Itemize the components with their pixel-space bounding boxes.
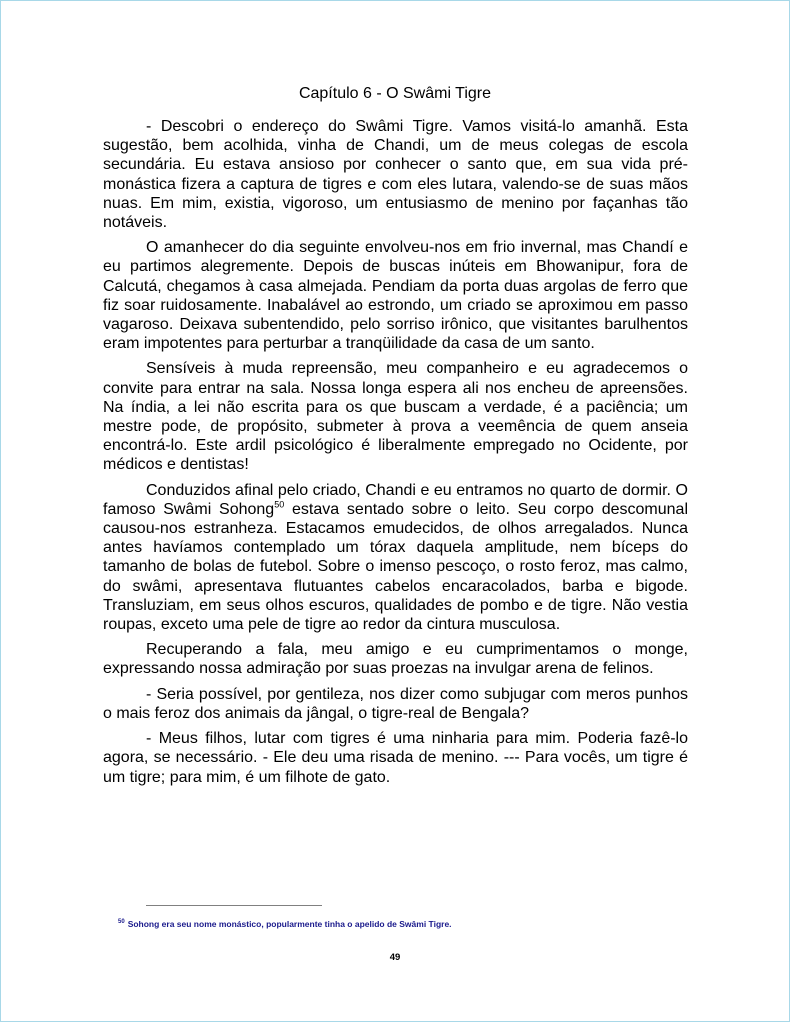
paragraph-4 xyxy=(103,481,688,635)
paragraph-5: Recuperando a fala, meu amigo e eu cumprimentamos o monge, expressando nossa admiração por suas proezas na invulgar arena de felinos. xyxy=(103,641,688,678)
footnote-marker: 50 xyxy=(118,919,125,926)
paragraph-3: Sensíveis à muda repreensão, meu companheiro e eu agradecemos o convite para entrar na sala. Nossa longa espera ali nos encheu de apreensões. Na índia, a lei não escrita para os que buscam a verdade, é a paciência; um mestre pode, de propósito, submeter à prova a veemência de quem anseia encontrá-lo. Este ardil psicológico é liberalmente empregado no Ocidente, por médicos e dentistas! xyxy=(103,360,688,474)
chapter-title: Capítulo 6 - O Swâmi Tigre xyxy=(298,85,492,102)
paragraph-6: - Seria possível, por gentileza, nos dizer como subjugar com meros punhos o mais feroz dos animais da jângal, o tigre-real de Bengala? xyxy=(103,685,688,722)
paragraph-1: - Descobri o endereço do Swâmi Tigre. Vamos visitá-lo amanhã. Esta sugestão, bem acolhida, vinha de Chandi, um de meus colegas de escola secundária. Eu estava ansioso por conhecer o santo que, em sua vida pré-monástica fizera a captura de tigres e com eles lutara, valendo-se de suas mãos nuas. Em mim, existia, vigoroso, um entusiasmo de menino por façanhas tão notáveis. xyxy=(103,118,688,232)
paragraph-2: O amanhecer do dia seguinte envolveu-nos em frio invernal, mas Chandí e eu partimos alegremente. Depois de buscas inúteis em Bhowanipur, fora de Calcutá, chegamos à casa almejada. Pendiam da porta duas argolas de ferro que fiz soar ruidosamente. Inabalável ao estrondo, um criado se aproximou em passo vagaroso. Deixava subentendido, pelo sorriso irônico, que visitantes barulhentos eram impotentes para perturbar a tranqüilidade da casa de um santo. xyxy=(103,239,688,353)
paragraph-7: - Meus filhos, lutar com tigres é uma ninharia para mim. Poderia fazê-lo agora, se necessário. - Ele deu uma risada de menino. --- Para vocês, um tigre é um tigre; para mim, é um filhote de gato. xyxy=(103,730,688,786)
body-text xyxy=(103,117,688,793)
footnote-text: Sohong era seu nome monástico, popularmente tinha o apelido de Swâmi Tigre. xyxy=(127,919,452,929)
footnote-separator xyxy=(146,905,322,906)
page-number: 49 xyxy=(389,952,401,963)
paragraph-4-after: estava sentado sobre o leito. Seu corpo descomunal causou-nos estranheza. Estacamos emudecidos, de olhos arregalados. Nunca antes havíamos contemplado um tórax daquela amplitude, nem bíceps do tamanho de bolas de futebol. Sobre o imenso pescoço, o rosto feroz, mas calmo, do swâmi, apresentava flutuantes cabelos encaracolados, barba e bigode. Transluziam, em seus olhos escuros, qualidades de pombo e de tigre. Não vestia roupas, exceto uma pele de tigre ao redor da cintura musculosa. xyxy=(103,500,689,634)
footnote xyxy=(118,918,452,930)
footnote-reference[interactable]: 50 xyxy=(274,499,285,510)
paragraph-4-before: Conduzidos afinal pelo criado, Chandi e eu entramos no quarto de dormir. O famoso Swâmi Sohong xyxy=(103,481,688,518)
